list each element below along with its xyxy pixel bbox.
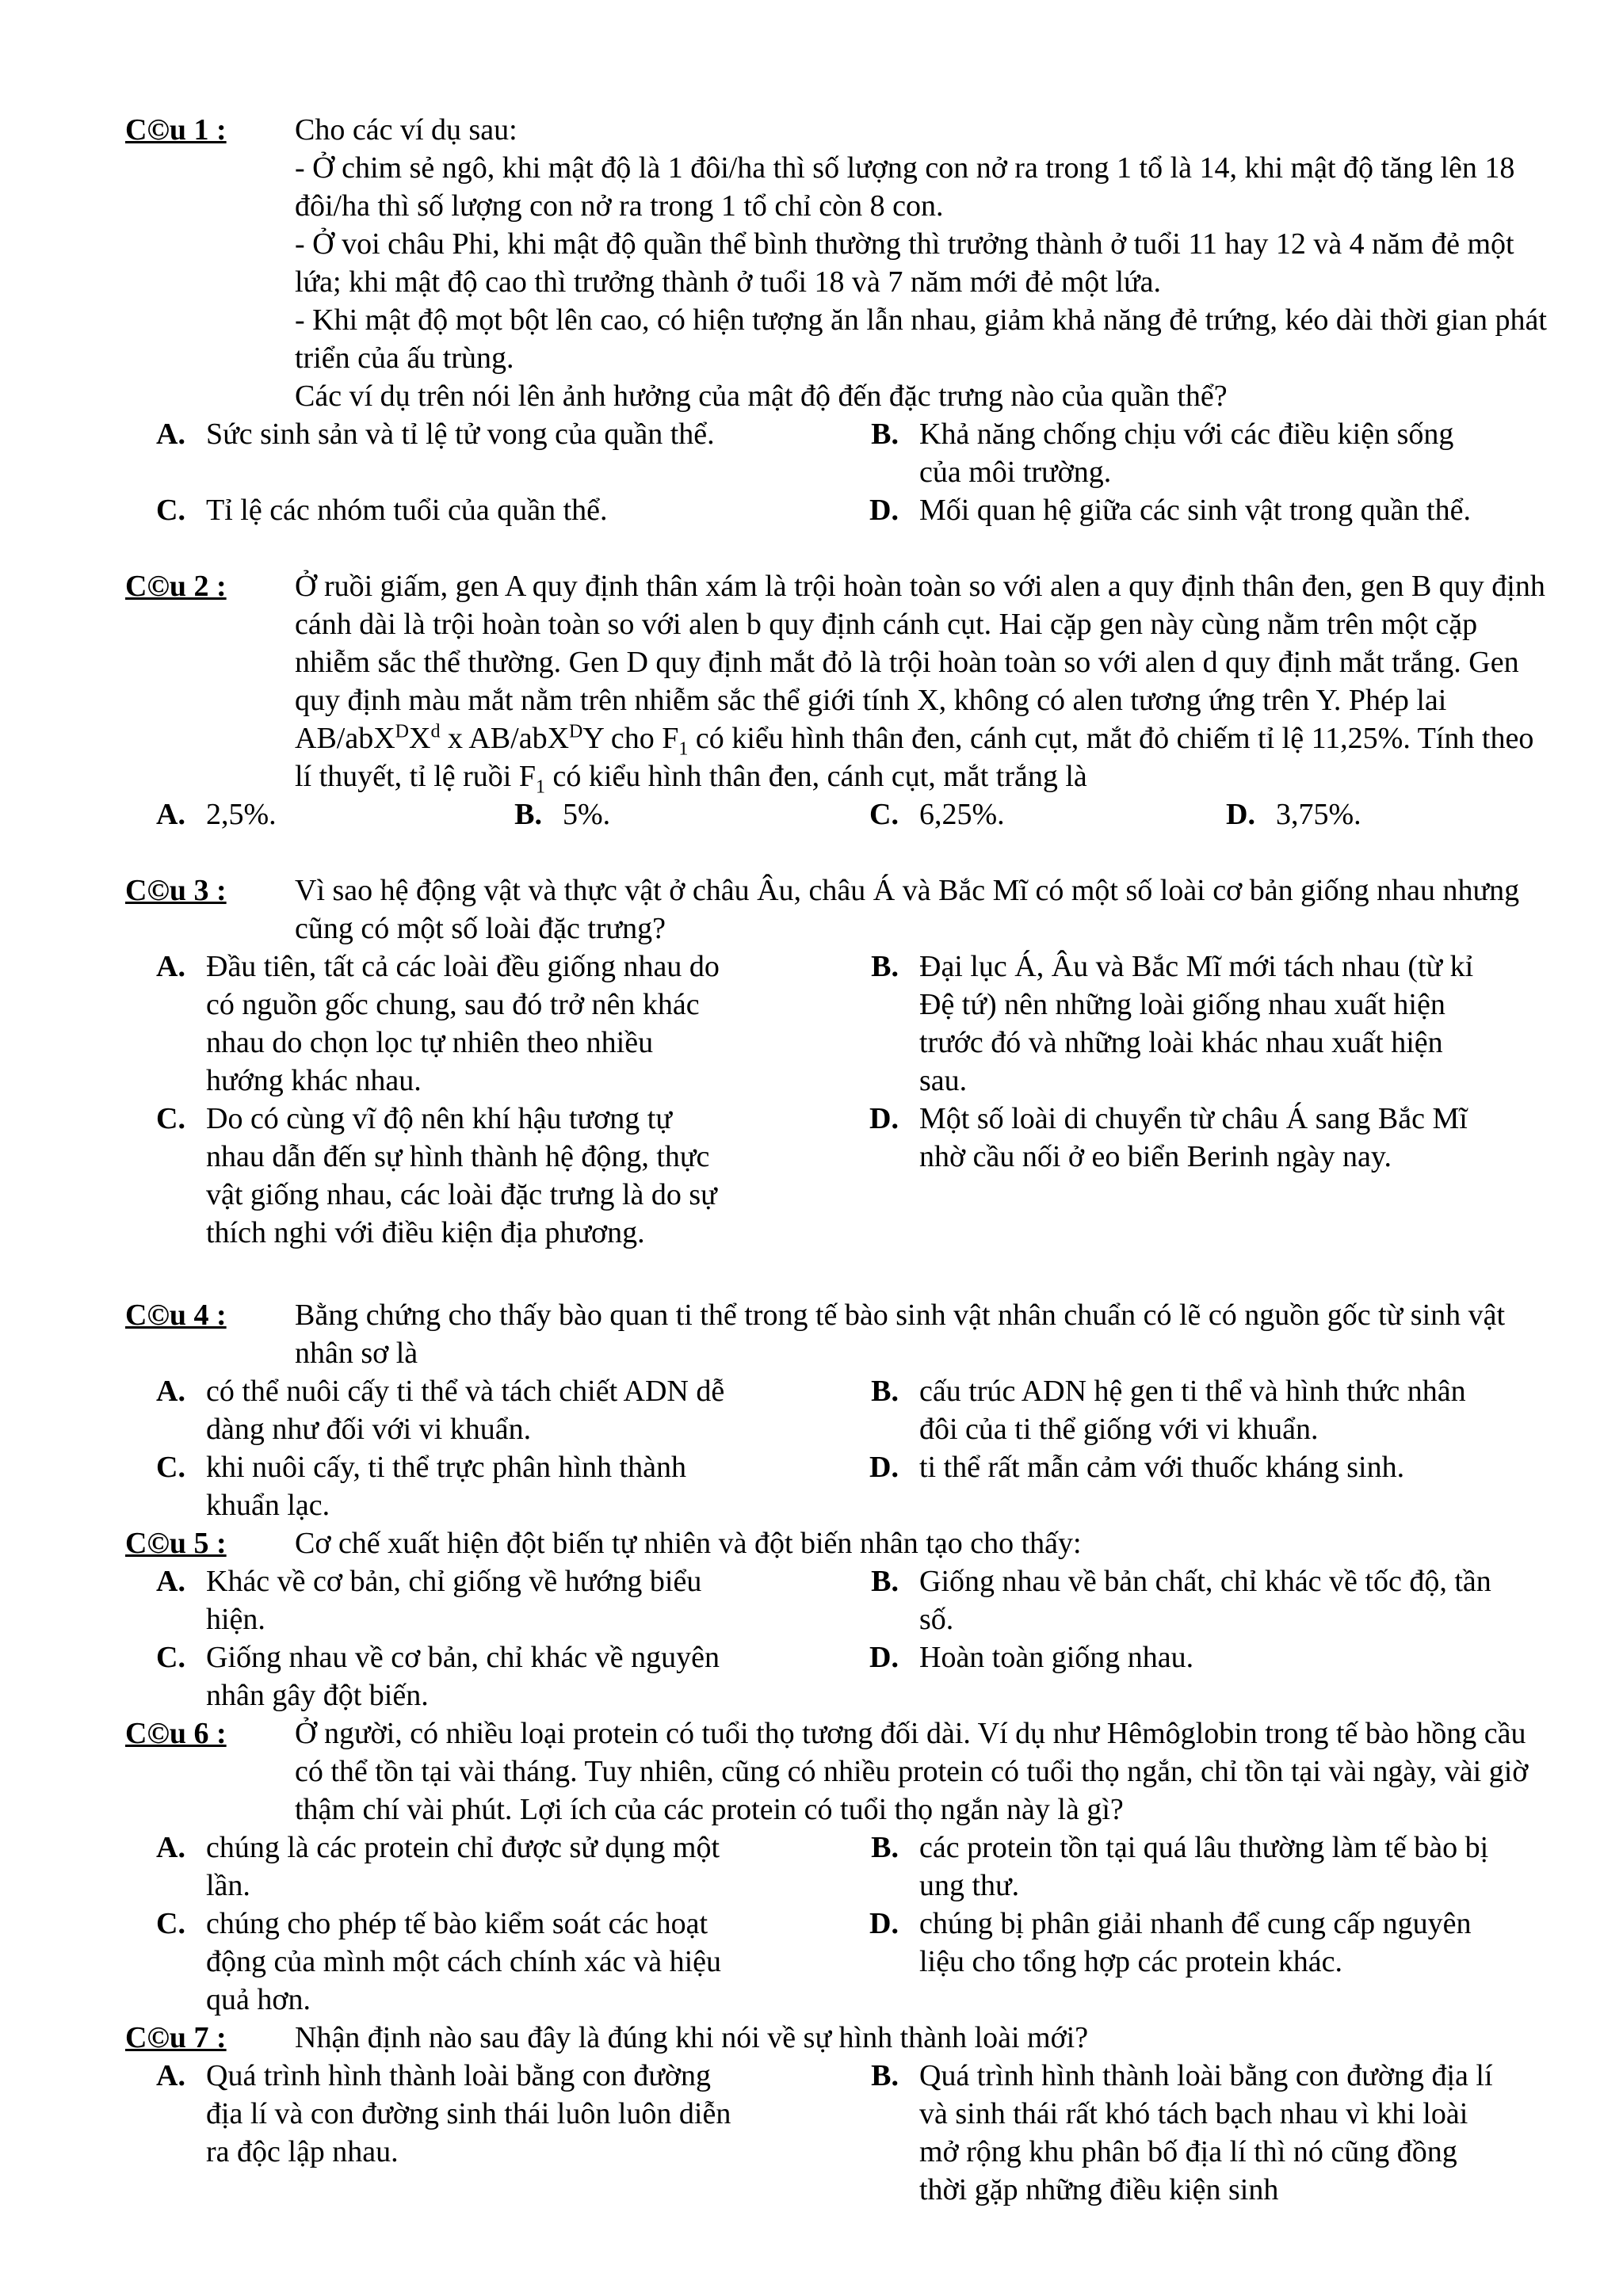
option-text: 6,25%. — [919, 798, 1005, 831]
option-letter: D. — [869, 494, 899, 527]
stem-line: - Ở chim sẻ ngô, khi mật độ là 1 đôi/ha thì số lượng con nở ra trong 1 tổ là 14, khi mật độ tăng lên 18 đôi/ha thì số lượng con nở ra trong 1 tổ chỉ còn 8 con. — [295, 151, 1515, 223]
option-c[interactable] — [838, 795, 1195, 833]
option-d[interactable] — [838, 1638, 1552, 1714]
option-text: Tỉ lệ các nhóm tuổi của quần thể. — [206, 494, 608, 527]
stem-text: x AB/abX — [440, 722, 570, 755]
option-letter: B. — [871, 1565, 899, 1598]
stem-text: Y cho F — [582, 722, 679, 755]
option-text: các protein tồn tại quá lâu thường làm tế bào bị ung thư. — [919, 1831, 1489, 1902]
option-text: Mối quan hệ giữa các sinh vật trong quần thể. — [919, 494, 1471, 527]
option-row — [125, 1905, 1552, 2019]
option-row — [125, 948, 1552, 1100]
option-text: Đại lục Á, Âu và Bắc Mĩ mới tách nhau (từ kỉ Đệ tứ) nên những loài giống nhau xuất hiện trước đó và những loài khác nhau xuất hiện sau. — [919, 950, 1474, 1097]
question-label: C©u 3 : — [125, 874, 227, 907]
option-letter: D. — [869, 1641, 899, 1674]
option-letter: D. — [869, 1907, 899, 1940]
option-letter: A. — [156, 2059, 185, 2092]
option-row — [125, 491, 1552, 529]
stem-paragraph: Nhận định nào sau đây là đúng khi nói về sự hình thành loài mới? — [295, 2021, 1089, 2054]
option-b[interactable] — [838, 1372, 1552, 1448]
option-text: Giống nhau về cơ bản, chỉ khác về nguyên nhân gây đột biến. — [206, 1641, 720, 1712]
stem-text: có kiểu hình thân đen, cánh cụt, mắt trắng là — [544, 760, 1087, 793]
stem-text: X — [409, 722, 431, 755]
option-text: khi nuôi cấy, ti thể trực phân hình thành khuẩn lạc. — [206, 1451, 686, 1522]
option-letter: B. — [871, 1831, 899, 1864]
stem-paragraph — [295, 567, 1552, 798]
option-b[interactable] — [838, 948, 1552, 1100]
option-text: 3,75%. — [1276, 798, 1361, 831]
stem-paragraph: Vì sao hệ động vật và thực vật ở châu Âu, châu Á và Bắc Mĩ có một số loài cơ bản giống nhau nhưng cũng có một số loài đặc trưng? — [295, 874, 1520, 945]
option-a[interactable] — [125, 1372, 838, 1448]
stem-paragraph: Bằng chứng cho thấy bào quan ti thể trong tế bào sinh vật nhân chuẩn có lẽ có nguồn gốc từ sinh vật nhân sơ là — [295, 1299, 1506, 1370]
option-letter: A. — [156, 1565, 185, 1598]
option-letter: A. — [156, 950, 185, 983]
option-text: Giống nhau về bản chất, chỉ khác về tốc độ, tần số. — [919, 1565, 1491, 1636]
option-text: ti thể rất mẫn cảm với thuốc kháng sinh. — [919, 1451, 1405, 1484]
option-c[interactable] — [125, 1100, 838, 1252]
stem-paragraph: Ở người, có nhiều loại protein có tuổi thọ tương đối dài. Ví dụ như Hêmôglobin trong tế bào hồng cầu có thể tồn tại vài tháng. Tuy nhiên, cũng có nhiều protein có tuổi thọ ngắn, chỉ tồn tại vài ngày, vài giờ thậm chí vài phút. Lợi ích của các protein có tuổi thọ ngắn này là gì? — [295, 1717, 1529, 1826]
option-letter: A. — [156, 418, 185, 451]
option-a[interactable] — [125, 1829, 838, 1905]
option-row — [125, 415, 1552, 491]
option-a[interactable] — [125, 948, 838, 1100]
option-letter: A. — [156, 1375, 185, 1408]
option-letter: D. — [869, 1451, 899, 1484]
option-letter: B. — [871, 418, 899, 451]
option-row — [125, 795, 1552, 833]
option-c[interactable] — [125, 1638, 838, 1714]
option-c[interactable] — [125, 1448, 838, 1524]
option-a[interactable] — [125, 795, 482, 833]
option-text: 5%. — [563, 798, 611, 831]
option-letter: B. — [871, 2059, 899, 2092]
question-6 — [125, 1714, 1552, 2019]
option-letter: C. — [156, 1102, 185, 1135]
option-letter: C. — [156, 1451, 185, 1484]
superscript: D — [395, 721, 409, 742]
option-d[interactable] — [838, 491, 1552, 529]
option-text: cấu trúc ADN hệ gen ti thể và hình thức nhân đôi của ti thể giống với vi khuẩn. — [919, 1375, 1466, 1446]
question-label: C©u 7 : — [125, 2021, 227, 2054]
stem-paragraph: Cơ chế xuất hiện đột biến tự nhiên và đột biến nhân tạo cho thấy: — [295, 1527, 1082, 1560]
stem-line: - Ở voi châu Phi, khi mật độ quần thể bình thường thì trưởng thành ở tuổi 11 hay 12 và 4 năm đẻ một lứa; khi mật độ cao thì trưởng thành ở tuổi 18 và 7 năm mới đẻ một lứa. — [295, 227, 1514, 299]
question-stem — [295, 1524, 1552, 1562]
question-label: C©u 4 : — [125, 1299, 227, 1332]
option-text: Sức sinh sản và tỉ lệ tử vong của quần thể. — [206, 418, 715, 451]
option-letter: B. — [514, 798, 542, 831]
stem-text: có kiểu hình thân đen, cánh cụt, mắt đỏ chiếm tỉ lệ 11,25%. Tính theo lí thuyết, tỉ lệ ruồi F — [295, 722, 1534, 793]
option-letter: A. — [156, 1831, 185, 1864]
option-letter: D. — [869, 1102, 899, 1135]
option-c[interactable] — [125, 491, 838, 529]
option-d[interactable] — [838, 1905, 1552, 2019]
option-row — [125, 1638, 1552, 1714]
option-text: chúng cho phép tế bào kiểm soát các hoạt động của mình một cách chính xác và hiệu quả hơn. — [206, 1907, 722, 2016]
option-b[interactable] — [838, 415, 1552, 491]
stem-line: Các ví dụ trên nói lên ảnh hưởng của mật độ đến đặc trưng nào của quần thể? — [295, 379, 1228, 413]
option-text: Khả năng chống chịu với các điều kiện sống của môi trường. — [919, 418, 1454, 489]
question-2 — [125, 567, 1552, 833]
option-text: 2,5%. — [206, 798, 277, 831]
option-letter: D. — [1226, 798, 1255, 831]
question-stem — [295, 567, 1552, 798]
option-a[interactable] — [125, 2057, 838, 2209]
option-letter: A. — [156, 798, 185, 831]
option-d[interactable] — [1195, 795, 1552, 833]
option-row — [125, 1448, 1552, 1524]
superscript: D — [569, 721, 583, 742]
option-text: Hoàn toàn giống nhau. — [919, 1641, 1194, 1674]
option-c[interactable] — [125, 1905, 838, 2019]
question-label: C©u 5 : — [125, 1527, 227, 1560]
question-label: C©u 2 : — [125, 570, 227, 603]
stem-line: Cho các ví dụ sau: — [295, 113, 517, 147]
option-letter: B. — [871, 1375, 899, 1408]
option-text: chúng là các protein chỉ được sử dụng một lần. — [206, 1831, 720, 1902]
option-letter: C. — [869, 798, 899, 831]
question-label: C©u 1 : — [125, 113, 227, 147]
option-letter: C. — [156, 1907, 185, 1940]
question-stem — [295, 1296, 1552, 1372]
option-letter: B. — [871, 950, 899, 983]
option-a[interactable] — [125, 415, 838, 491]
option-text: chúng bị phân giải nhanh để cung cấp nguyên liệu cho tổng hợp các protein khác. — [919, 1907, 1472, 1978]
stem-line: - Khi mật độ mọt bột lên cao, có hiện tượng ăn lẫn nhau, giảm khả năng đẻ trứng, kéo dài thời gian phát triển của ấu trùng. — [295, 303, 1547, 375]
question-stem — [295, 111, 1552, 415]
subscript: 1 — [535, 776, 545, 798]
question-stem — [295, 871, 1552, 948]
subscript: 1 — [678, 738, 689, 760]
option-text: Đầu tiên, tất cả các loài đều giống nhau do có nguồn gốc chung, sau đó trở nên khác nhau do chọn lọc tự nhiên theo nhiều hướng khác nhau. — [206, 950, 720, 1097]
question-7 — [125, 2019, 1552, 2209]
option-b[interactable] — [838, 2057, 1552, 2209]
option-d[interactable] — [838, 1100, 1552, 1252]
option-text: Khác về cơ bản, chỉ giống về hướng biểu hiện. — [206, 1565, 702, 1636]
option-b[interactable] — [838, 1829, 1552, 1905]
option-a[interactable] — [125, 1562, 838, 1638]
question-5 — [125, 1524, 1552, 1714]
option-text: Do có cùng vĩ độ nên khí hậu tương tự nhau dẫn đến sự hình thành hệ động, thực vật giống nhau, các loài đặc trưng là do sự thích nghi với điều kiện địa phương. — [206, 1102, 717, 1249]
option-text: có thể nuôi cấy ti thể và tách chiết ADN dễ dàng như đối với vi khuẩn. — [206, 1375, 725, 1446]
option-letter: C. — [156, 1641, 185, 1674]
question-4 — [125, 1296, 1552, 1524]
question-1 — [125, 111, 1552, 529]
option-row — [125, 1100, 1552, 1252]
stem-text: Ở ruồi giấm, gen A quy định thân xám là trội hoàn toàn so với alen a quy định thân đen, gen B quy định cánh dài là trội hoàn toàn so với alen b quy định cánh cụt. Hai cặp gen này cùng nằm trên một cặp nhiễm sắc thể thường. Gen D quy định mắt đỏ là trội hoàn toàn so với alen d quy định mắt trắng. Gen quy định màu mắt nằm trên nhiễm sắc thể giới tính X, không có alen tương ứng trên Y. Phép lai AB/abX — [295, 570, 1545, 755]
option-row — [125, 1562, 1552, 1638]
option-text: Quá trình hình thành loài bằng con đường địa lí và sinh thái rất khó tách bạch nhau vì khi loài mở rộng khu phân bố địa lí thì nó cũng đồng thời gặp những điều kiện sinh — [919, 2059, 1493, 2206]
option-row — [125, 1372, 1552, 1448]
option-b[interactable] — [838, 1562, 1552, 1638]
question-stem — [295, 2019, 1552, 2057]
option-d[interactable] — [838, 1448, 1552, 1524]
superscript: d — [430, 721, 441, 742]
option-row — [125, 2057, 1552, 2209]
question-3 — [125, 871, 1552, 1252]
option-row — [125, 1829, 1552, 1905]
option-text: Quá trình hình thành loài bằng con đường địa lí và con đường sinh thái luôn luôn diễn ra độc lập nhau. — [206, 2059, 731, 2168]
question-label: C©u 6 : — [125, 1717, 227, 1750]
question-stem — [295, 1714, 1552, 1829]
option-letter: C. — [156, 494, 185, 527]
option-b[interactable] — [482, 795, 838, 833]
option-text: Một số loài di chuyển từ châu Á sang Bắc Mĩ nhờ cầu nối ở eo biển Berinh ngày nay. — [919, 1102, 1468, 1173]
